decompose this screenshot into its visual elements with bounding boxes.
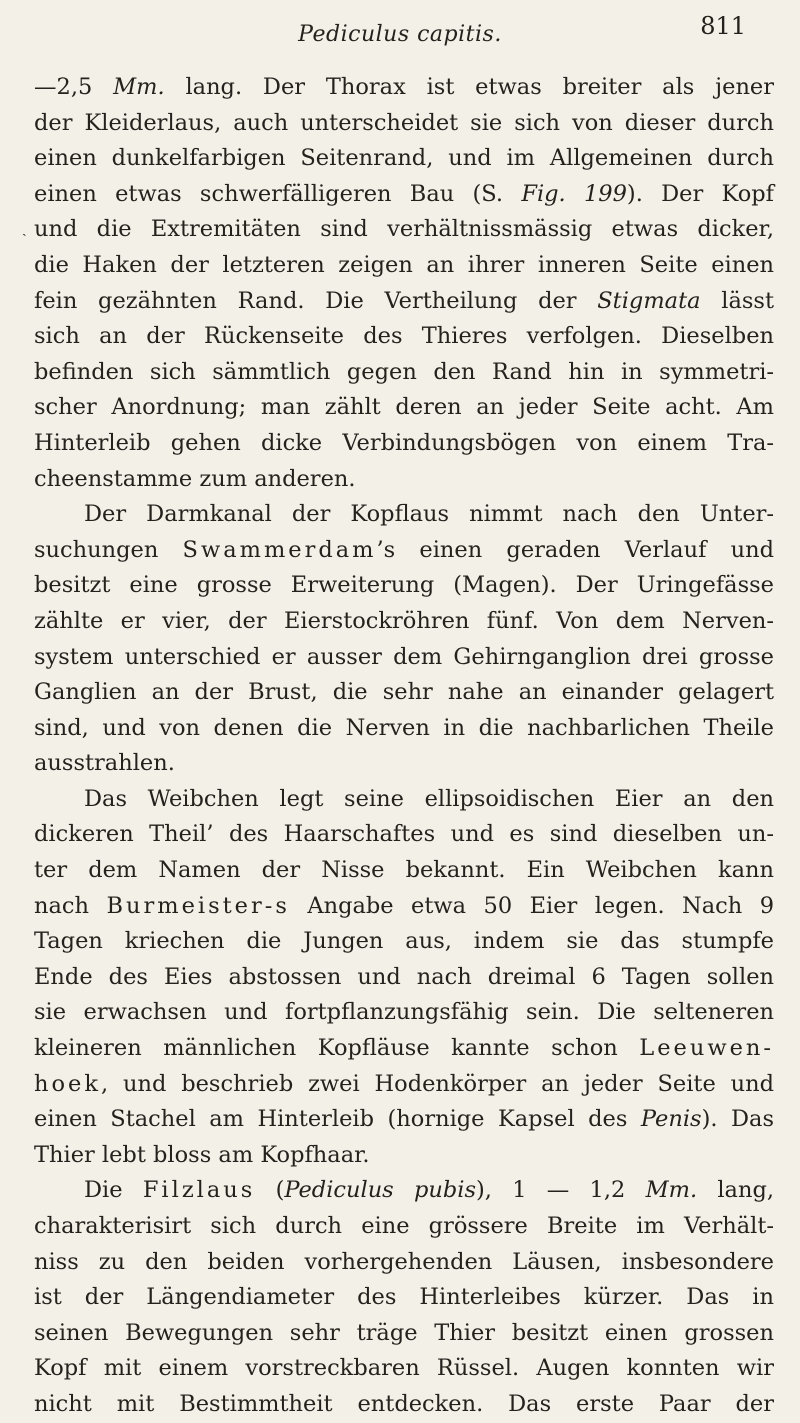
text-line: sie erwachsen und fortpflanzungsfähig sein. Die selteneren (34, 999, 774, 1026)
text-line: Der Darmkanal der Kopflaus nimmt nach den Unter- (84, 501, 774, 528)
text-line: sich an der Rückenseite des Thieres verfolgen. Dieselben (34, 323, 774, 350)
running-title: Pediculus capitis. (298, 22, 502, 47)
text-line: einen Stachel am Hinterleib (hornige Kapsel des Penis). Das (34, 1106, 774, 1133)
text-line: einen dunkelfarbigen Seitenrand, und im Allgemeinen durch (34, 145, 774, 172)
text-line: ter dem Namen der Nisse bekannt. Ein Weibchen kann (34, 857, 774, 884)
text-line: ausstrahlen. (34, 750, 175, 777)
text-line: einen etwas schwerfälligeren Bau (S. Fig. 199). Der Kopf (34, 180, 774, 207)
text-line: Die Filzlaus (Pediculus pubis), 1 — 1,2 Mm. lang, (84, 1177, 775, 1204)
text-line: charakterisirt sich durch eine grössere Breite im Verhält- (34, 1213, 774, 1239)
body-text (22, 70, 775, 1423)
text-line: ist der Längendiameter des Hinterleibes kürzer. Das in (34, 1284, 774, 1311)
text-line: fein gezähnten Rand. Die Vertheilung der Stigmata lässt (34, 287, 774, 314)
text-line: suchungen Swammerdam’s einen geraden Verlauf und (34, 536, 774, 563)
text-line: Ganglien an der Brust, die sehr nahe an einander gelagert (34, 679, 774, 706)
text-line: nicht mit Bestimmtheit entdecken. Das erste Paar der (34, 1390, 774, 1417)
text-line: ˏ und die Extremitäten sind verhältnissmässig etwas dicker, (22, 216, 774, 243)
text-line: zählte er vier, der Eierstockröhren fünf. Von dem Nerven- (34, 607, 774, 634)
page-number: 811 (700, 12, 746, 40)
text-line: besitzt eine grosse Erweiterung (Magen). Der Uringefässe (34, 572, 774, 599)
text-line: system unterschied er ausser dem Gehirnganglion drei grosse (34, 643, 774, 670)
text-line: Tagen kriechen die Jungen aus, indem sie das stumpfe (34, 928, 774, 955)
text-line: Das Weibchen legt seine ellipsoidischen Eier an den (84, 785, 774, 812)
text-line: seinen Bewegungen sehr träge Thier besitzt einen grossen (34, 1319, 774, 1346)
text-line: kleineren männlichen Kopfläuse kannte schon Leeuwen- (34, 1035, 774, 1062)
text-line: Kopf mit einem vorstreckbaren Rüssel. Augen konnten wir (34, 1355, 774, 1382)
text-line: hoek, und beschrieb zwei Hodenkörper an jeder Seite und (34, 1070, 774, 1097)
text-line: scher Anordnung; man zählt deren an jeder Seite acht. Am (34, 394, 774, 421)
text-line: Thier lebt bloss am Kopfhaar. (34, 1141, 370, 1168)
text-line: —2,5 Mm. lang. Der Thorax ist etwas breiter als jener (34, 74, 775, 100)
text-line: dickeren Theil’ des Haarschaftes und es sind dieselben un- (34, 821, 774, 848)
text-line: befinden sich sämmtlich gegen den Rand hin in symmetri- (34, 358, 774, 385)
text-line: nach Burmeister-s Angabe etwa 50 Eier legen. Nach 9 (34, 892, 775, 919)
text-line: sind, und von denen die Nerven in die nachbarlichen Theile (34, 714, 774, 741)
text-line: der Kleiderlaus, auch unterscheidet sie sich von dieser durch (34, 109, 774, 136)
text-line: Ende des Eies abstossen und nach dreimal 6 Tagen sollen (34, 963, 774, 990)
text-line: niss zu den beiden vorhergehenden Läusen, insbesondere (34, 1248, 774, 1275)
text-line: die Haken der letzteren zeigen an ihrer inneren Seite einen (34, 251, 774, 278)
text-line: Hinterleib gehen dicke Verbindungsbögen von einem Tra- (34, 429, 774, 456)
text-line: cheenstamme zum anderen. (34, 465, 356, 492)
